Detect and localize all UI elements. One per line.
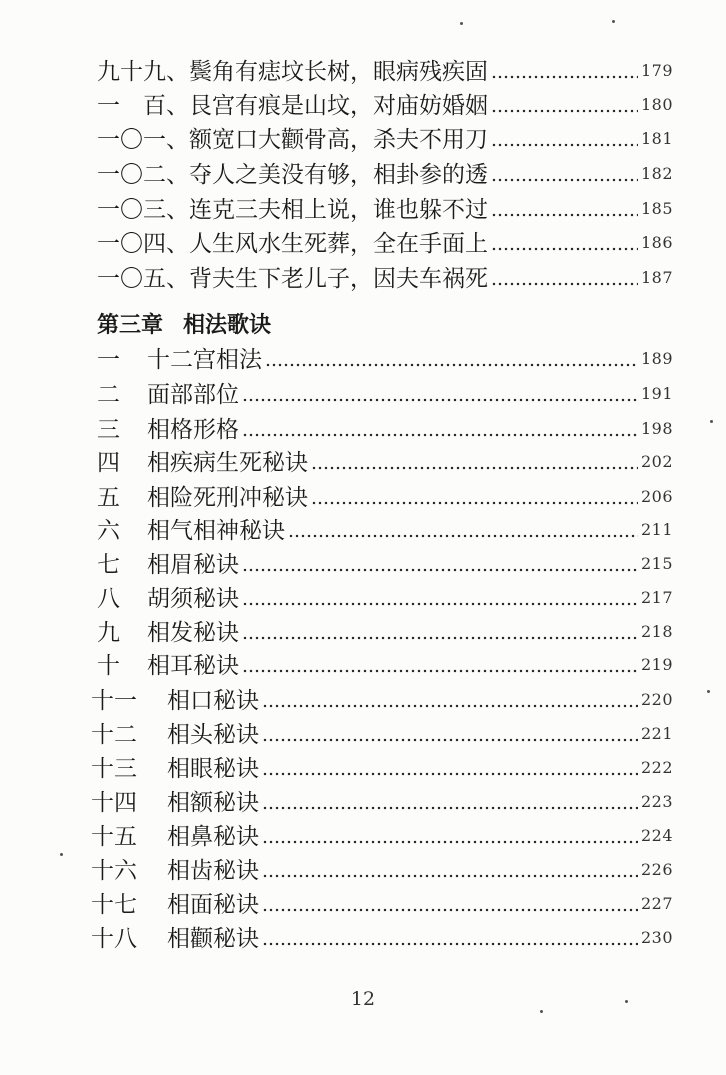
scan-speck bbox=[540, 1010, 543, 1013]
toc-entry bbox=[91, 924, 673, 954]
page-number: 226 bbox=[640, 860, 673, 879]
dot-leader bbox=[242, 398, 638, 402]
dot-leader bbox=[242, 602, 638, 606]
entry-number: 九十九 bbox=[97, 59, 166, 85]
entry-number: 一〇一 bbox=[97, 127, 166, 153]
toc-entry bbox=[91, 754, 673, 784]
entry-title: 相险死刑冲秘诀 bbox=[147, 485, 308, 511]
page-number: 185 bbox=[640, 199, 673, 218]
toc-entry bbox=[91, 788, 673, 818]
entry-title: 相口秘诀 bbox=[167, 688, 259, 714]
entry-number: 五 bbox=[97, 485, 120, 511]
entry-number: 十六 bbox=[91, 858, 137, 884]
entry-title: 连克三夫相上说，谁也躲不过 bbox=[189, 197, 488, 223]
toc-entry bbox=[97, 91, 673, 121]
dot-leader bbox=[262, 806, 638, 810]
page-number: 198 bbox=[640, 419, 673, 438]
entry-number: 一 bbox=[97, 347, 120, 373]
page-number: 191 bbox=[640, 384, 673, 403]
entry-number: 一〇四 bbox=[97, 231, 166, 257]
entry-number: 八 bbox=[97, 586, 120, 612]
dot-leader bbox=[265, 363, 638, 367]
toc-entry bbox=[97, 448, 673, 478]
toc-entry bbox=[97, 651, 673, 681]
dot-leader bbox=[491, 178, 638, 182]
page-number: 221 bbox=[640, 724, 673, 743]
entry-title: 面部部位 bbox=[147, 382, 239, 408]
toc-entry bbox=[97, 125, 673, 155]
toc-entry bbox=[97, 160, 673, 190]
entry-title: 艮宫有痕是山坟，对庙妨婚姻 bbox=[189, 93, 488, 119]
entry-separator: 、 bbox=[166, 127, 189, 153]
entry-title: 相颧秘诀 bbox=[167, 926, 259, 952]
page-number: 227 bbox=[640, 894, 673, 913]
toc-entry bbox=[97, 264, 673, 294]
entry-number: 一〇三 bbox=[97, 197, 166, 223]
entry-separator: 、 bbox=[166, 197, 189, 223]
dot-leader bbox=[262, 908, 638, 912]
entry-separator: 、 bbox=[166, 59, 189, 85]
scan-speck bbox=[710, 420, 713, 423]
entry-number: 十三 bbox=[91, 756, 137, 782]
page-number: 187 bbox=[640, 268, 673, 287]
entry-title: 相面秘诀 bbox=[167, 892, 259, 918]
page-number: 189 bbox=[640, 349, 673, 368]
dot-leader bbox=[262, 704, 638, 708]
entry-title: 相发秘诀 bbox=[147, 620, 239, 646]
page-number: 181 bbox=[640, 129, 673, 148]
dot-leader bbox=[491, 213, 638, 217]
page-number: 202 bbox=[640, 452, 673, 471]
entry-separator: 、 bbox=[166, 231, 189, 257]
page-number: 186 bbox=[640, 233, 673, 252]
entry-number: 十一 bbox=[91, 688, 137, 714]
entry-number: 十 bbox=[97, 653, 120, 679]
page-folio: 12 bbox=[350, 988, 376, 1010]
page-number: 223 bbox=[640, 792, 673, 811]
toc-entry bbox=[97, 380, 673, 410]
entry-title: 相气相神秘诀 bbox=[147, 518, 285, 544]
entry-number: 十五 bbox=[91, 824, 137, 850]
dot-leader bbox=[242, 568, 638, 572]
entry-title: 人生风水生死葬，全在手面上 bbox=[189, 231, 488, 257]
entry-number: 二 bbox=[97, 382, 120, 408]
entry-title: 相额秘诀 bbox=[167, 790, 259, 816]
entry-number: 一〇二 bbox=[97, 162, 166, 188]
entry-separator: 、 bbox=[166, 93, 189, 119]
toc-entry bbox=[97, 415, 673, 445]
entry-title: 相齿秘诀 bbox=[167, 858, 259, 884]
dot-leader bbox=[311, 466, 638, 470]
chapter-title: 相法歌诀 bbox=[183, 313, 272, 338]
dot-leader bbox=[491, 282, 638, 286]
toc-entry bbox=[91, 822, 673, 852]
entry-number: 三 bbox=[97, 417, 120, 443]
entry-title: 相耳秘诀 bbox=[147, 653, 239, 679]
entry-title: 相鼻秘诀 bbox=[167, 824, 259, 850]
dot-leader bbox=[262, 840, 638, 844]
entry-title: 鬓角有痣坟长树，眼病残疾固 bbox=[189, 59, 488, 85]
entry-number: 一〇五 bbox=[97, 266, 166, 292]
scan-speck bbox=[625, 1000, 628, 1003]
dot-leader bbox=[262, 942, 638, 946]
page-number: 222 bbox=[640, 758, 673, 777]
chapter-label: 第三章 bbox=[97, 313, 164, 338]
dot-leader bbox=[242, 636, 638, 640]
entry-separator: 、 bbox=[166, 266, 189, 292]
entry-title: 相疾病生死秘诀 bbox=[147, 450, 308, 476]
toc-entry bbox=[97, 57, 673, 87]
scan-speck bbox=[612, 20, 615, 23]
dot-leader bbox=[491, 247, 638, 251]
page-number: 218 bbox=[640, 622, 673, 641]
dot-leader bbox=[491, 143, 638, 147]
toc-entry bbox=[97, 345, 673, 375]
toc-entry bbox=[91, 686, 673, 716]
dot-leader bbox=[288, 534, 638, 538]
page-number: 217 bbox=[640, 588, 673, 607]
toc-entry bbox=[97, 229, 673, 259]
dot-leader bbox=[242, 433, 638, 437]
entry-title: 胡须秘诀 bbox=[147, 586, 239, 612]
scan-speck bbox=[707, 690, 710, 693]
dot-leader bbox=[491, 75, 638, 79]
toc-entry bbox=[97, 550, 673, 580]
entry-title: 相眼秘诀 bbox=[167, 756, 259, 782]
dot-leader bbox=[242, 669, 638, 673]
entry-number: 九 bbox=[97, 620, 120, 646]
dot-leader bbox=[262, 874, 638, 878]
entry-title: 相眉秘诀 bbox=[147, 552, 239, 578]
page-number: 220 bbox=[640, 690, 673, 709]
toc-entry bbox=[97, 483, 673, 513]
entry-number: 十二 bbox=[91, 722, 137, 748]
dot-leader bbox=[311, 501, 638, 505]
scan-speck bbox=[60, 853, 63, 856]
entry-number: 七 bbox=[97, 552, 120, 578]
entry-number: 十八 bbox=[91, 926, 137, 952]
dot-leader bbox=[262, 772, 638, 776]
toc-entry bbox=[97, 195, 673, 225]
entry-number: 一 百 bbox=[97, 93, 166, 119]
toc-entry bbox=[97, 516, 673, 546]
entry-title: 额宽口大颧骨高，杀夫不用刀 bbox=[189, 127, 488, 153]
page-number: 206 bbox=[640, 487, 673, 506]
toc-entry bbox=[97, 584, 673, 614]
toc-entry bbox=[91, 720, 673, 750]
entry-number: 六 bbox=[97, 518, 120, 544]
chapter-heading bbox=[97, 311, 271, 341]
entry-number: 十七 bbox=[91, 892, 137, 918]
page-number: 182 bbox=[640, 164, 673, 183]
entry-title: 背夫生下老儿子，因夫车祸死 bbox=[189, 266, 488, 292]
page-number: 179 bbox=[640, 61, 673, 80]
page-number: 219 bbox=[640, 655, 673, 674]
page-number: 215 bbox=[640, 554, 673, 573]
entry-separator: 、 bbox=[166, 162, 189, 188]
page-number: 230 bbox=[640, 928, 673, 947]
entry-title: 相格形格 bbox=[147, 417, 239, 443]
dot-leader bbox=[262, 738, 638, 742]
toc-entry bbox=[91, 890, 673, 920]
page-number: 180 bbox=[640, 95, 673, 114]
dot-leader bbox=[491, 109, 638, 113]
entry-title: 夺人之美没有够，相卦参的透 bbox=[189, 162, 488, 188]
entry-title: 十二宫相法 bbox=[147, 347, 262, 373]
toc-entry bbox=[97, 618, 673, 648]
page-number: 224 bbox=[640, 826, 673, 845]
scan-speck bbox=[460, 22, 463, 25]
toc-entry bbox=[91, 856, 673, 886]
entry-number: 四 bbox=[97, 450, 120, 476]
entry-number: 十四 bbox=[91, 790, 137, 816]
page-number: 211 bbox=[640, 520, 673, 539]
entry-title: 相头秘诀 bbox=[167, 722, 259, 748]
